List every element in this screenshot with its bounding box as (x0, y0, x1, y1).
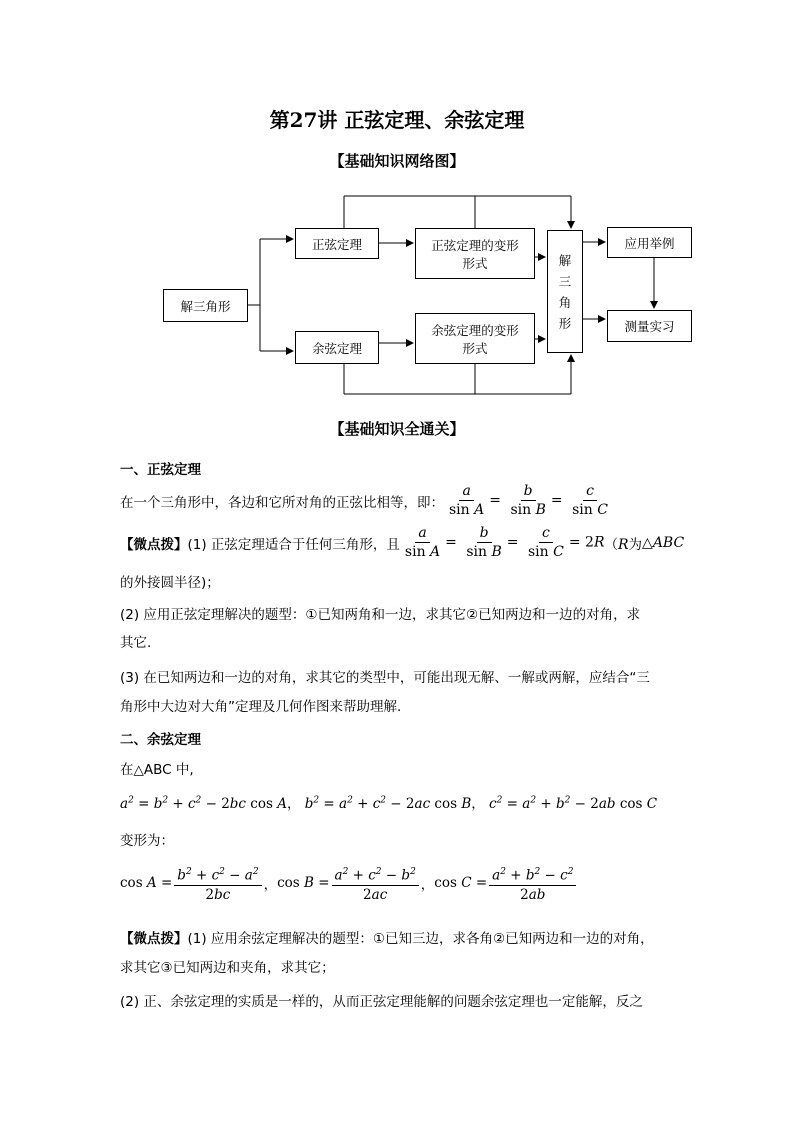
application-box: 应用举例 (607, 227, 692, 258)
sine-tip-3a: (3) 在已知两边和一边的对角，求其它的类型中，可能出现无解、一解或两解，应结合“三 (120, 670, 650, 686)
sine-tip-2b: 其它. (120, 635, 152, 651)
cosine-tip-1b: 求其它③已知两边和夹角，求其它； (120, 960, 335, 976)
variant-label: 变形为： (120, 833, 174, 849)
sine-tip-2a: (2) 应用正弦定理解决的题型：①已知两角和一边，求其它②已知两边和一边的对角，求 (120, 607, 641, 623)
sine-law-statement: 在一个三角形中，各边和它所对角的正弦比相等，即： $\frac{a}{\text{sin A}}$ = $\frac{b}{\text{sin B}}$ = $\frac{c}{\text{sin C}}$ (120, 483, 613, 518)
solve-triangle-vertical-box: 解 三 角 形 (547, 230, 583, 353)
cosine-intro: 在△ABC 中, (120, 762, 194, 778)
knowledge-diagram (0, 0, 794, 420)
cosine-tip-2: (2) 正、余弦定理的实质是一样的，从而正弦定理能解的问题余弦定理也一定能解，反之 (120, 994, 643, 1010)
sine-tip-3b: 角形中大边对大角”定理及几何作图来帮助理解. (120, 699, 402, 715)
section-sine-heading: 一、正弦定理 (120, 462, 201, 478)
cosine-variant-box: 余弦定理的变形 形式 (415, 313, 535, 364)
measurement-box: 测量实习 (607, 310, 692, 342)
network-diagram-heading: 【基础知识网络图】 (329, 152, 465, 170)
page-title: 第27讲 正弦定理、余弦定理 (269, 108, 525, 132)
cosine-law-box: 余弦定理 (295, 331, 379, 364)
sine-variant-box: 正弦定理的变形 形式 (415, 228, 535, 279)
cosine-law-formula: $a^2 = b^2 + c^2 - 2bc$ cos A， $b^2 = a^2 + c^2 - 2ac$ cos B， $c^2 = a^2 + b^2 - 2ab$ cos C (120, 795, 658, 812)
solve-triangle-box: 解三角形 (163, 289, 248, 322)
sine-law-box: 正弦定理 (295, 228, 379, 259)
knowledge-heading: 【基础知识全通关】 (329, 420, 465, 438)
sine-tip-1: 【微点拨】 (1) 正弦定理适合于任何三角形，且 $\frac{a}{\text{sin A}}$ = $\frac{b}{\text{sin B}}$ = $\frac{c}{\text{sin C}}$ = 2R （R 为 △ABC (120, 525, 685, 560)
section-cosine-heading: 二、余弦定理 (120, 732, 201, 748)
cosine-variant-formula: cos A = $\frac{b^2 + c^2 - a^2}{2bc}$ ， cos B = $\frac{a^2 + c^2 - b^2}{2ac}$ ， cos C = $\frac{a^2 + b^2 - c^2}{2ab}$ (120, 864, 578, 903)
cosine-tip-1a: 【微点拨】(1) 应用余弦定理解决的题型：①已知三边，求各角②已知两边和一边的对角， (120, 931, 654, 947)
sine-law-formula: $\frac{a}{\text{sin A}}$ = $\frac{b}{\text{sin B}}$ = $\frac{c}{\text{sin C}}$ (449, 483, 608, 518)
sine-tip-1-cont: 的外接圆半径)； (120, 575, 220, 591)
